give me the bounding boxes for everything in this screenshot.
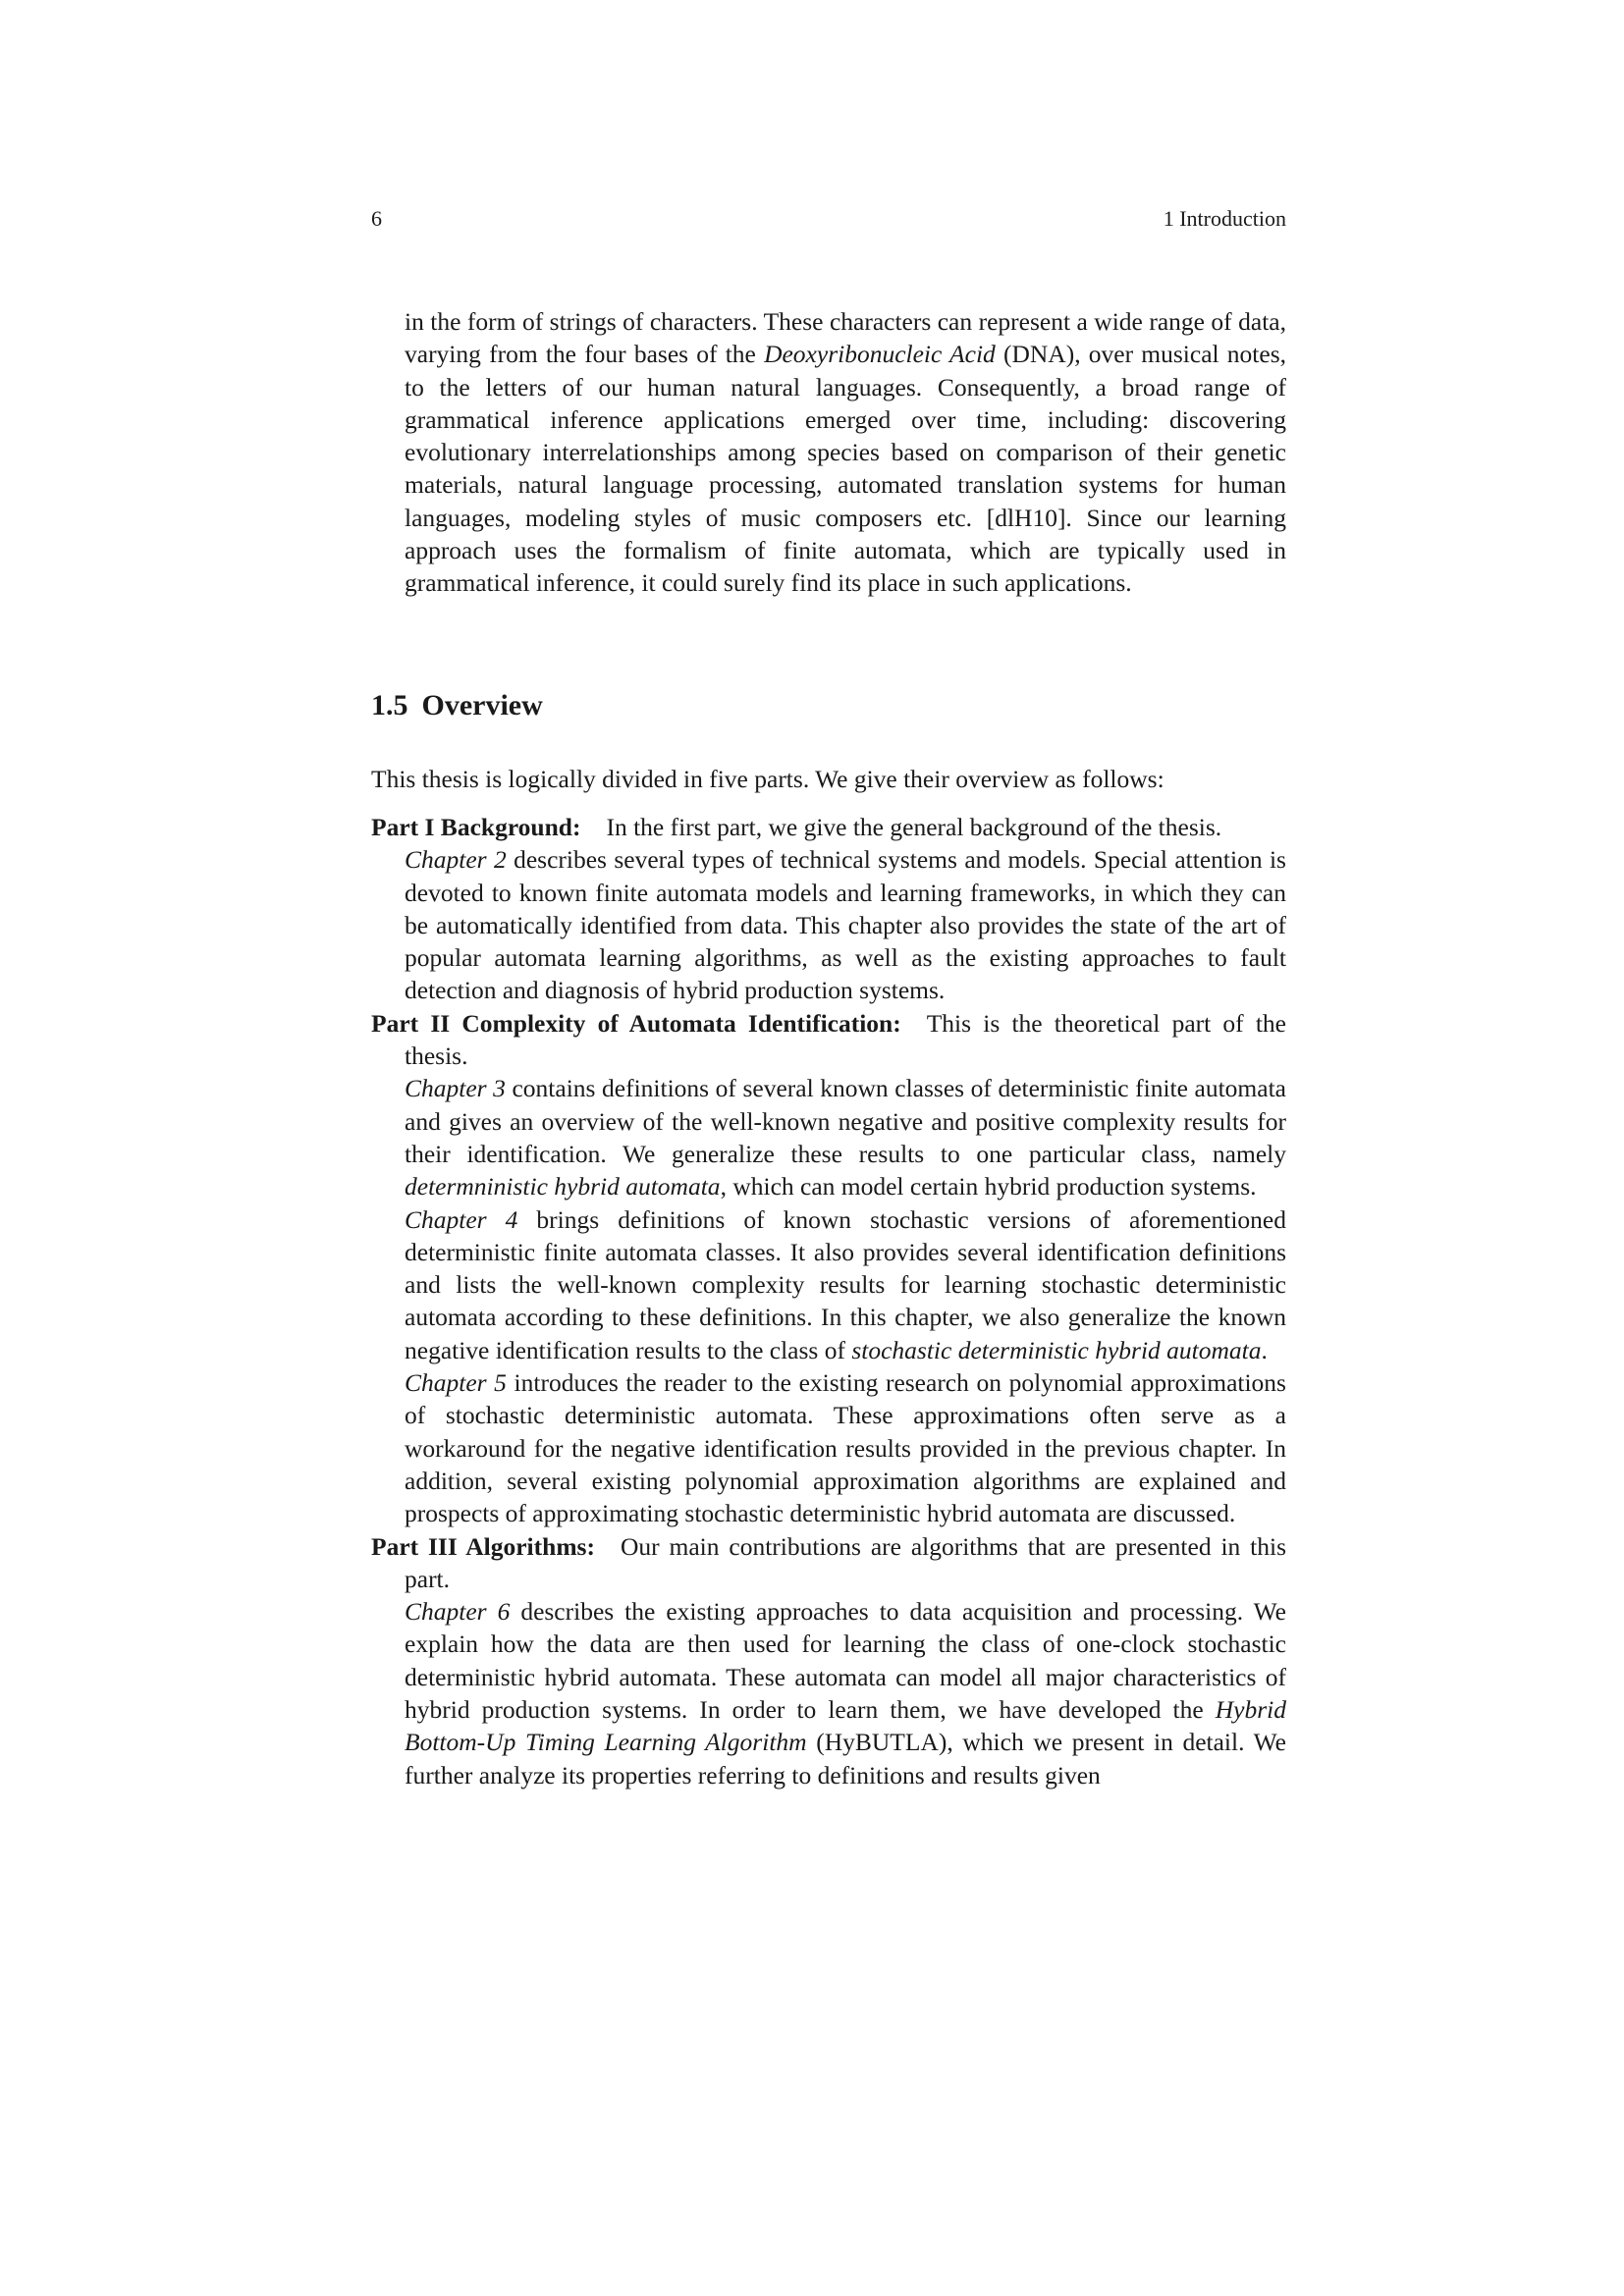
chapter-5-description [371,1366,1286,1529]
chapter-6-description [371,1595,1286,1791]
part-2 [371,1007,1286,1530]
intro-italic-dna: Deoxyribonucleic Acid [764,340,996,369]
part-3-text: Our main contributions are algorithms that are presented in this part. [405,1531,1286,1593]
chapter-4-text-2: . [1261,1335,1268,1364]
page-content [371,206,1286,1791]
chapter-3-text-2: , which can model certain hybrid production systems. [720,1172,1257,1201]
chapter-3-text-1: contains definitions of several known classes of deterministic finite automata and gives an overview of the well-known negative and positive complexity results for their identification. We generalize these results to one particular class, namely [405,1074,1286,1168]
intro-text-1: in the form of strings of characters. These characters can represent a wide range of data, varying from the four bases of the [405,307,1286,369]
chapter-6-text-1: describes the existing approaches to data acquisition and processing. We explain how the data are then used for learning the class of one-clock stochastic deterministic hybrid automata. These automata can model all major characteristics of hybrid production systems. In order to learn them, we have developed the [405,1597,1286,1724]
part-2-label: Part II Complexity of Automata Identification: [371,1008,901,1038]
chapter-6-text-2: (HyBUTLA), which we present in detail. We further analyze its properties referring to definitions and results given [405,1728,1286,1789]
running-head [371,206,1286,232]
chapter-title: 1 Introduction [1163,206,1286,231]
chapter-2-description [371,843,1286,1006]
chapter-4-ref: Chapter 4 [405,1204,518,1234]
chapter-4-description [371,1203,1286,1366]
chapter-5-ref: Chapter 5 [405,1368,507,1398]
part-3-first [371,1530,1286,1596]
section-number: 1.5 [371,688,408,721]
part-3 [371,1530,1286,1791]
part-1 [371,811,1286,1007]
chapter-3-ref: Chapter 3 [405,1074,506,1103]
part-2-text: This is the theoretical part of the thesis. [405,1008,1286,1071]
chapter-6-ref: Chapter 6 [405,1597,511,1627]
intro-text-2: (DNA), over musical notes, to the letters of our human natural languages. Consequently, a broad range of grammatical inference applications emerged over time, including: discovering evolutionary interrelationships among species based on comparison of their genetic materials, natural language processing, automated translation systems for human languages, modeling styles of music composers etc. [dlH10]. Since our learning approach uses the formalism of finite automata, which are typically used in grammatical inference, it could surely find its place in such applications. [405,340,1286,598]
section-intro: This thesis is logically divided in five parts. We give their overview as follows: [371,764,1164,793]
chapter-2-ref: Chapter 2 [405,845,507,875]
section-title: Overview [421,688,543,721]
section-heading [371,688,1286,723]
intro-paragraph [371,305,1286,600]
part-1-label: Part I Background: [371,812,581,841]
chapter-4-text-1: brings definitions of known stochastic versions of aforementioned deterministic finite automata classes. It also provides several identification definitions and lists the well-known complexity results for learning stochastic deterministic automata according to these definitions. In this chapter, we also generalize the known negative identification results to the class of [405,1204,1287,1364]
part-3-label: Part III Algorithms: [371,1531,595,1561]
chapter-6-emphasis: Hybrid Bottom-Up Timing Learning Algorithm [405,1694,1286,1757]
chapter-5-text: introduces the reader to the existing research on polynomial approximations of stochastic deterministic automata. These approximations often serve as a workaround for the negative identification results provided in the previous chapter. In addition, several existing polynomial approximation algorithms are explained and prospects of approximating stochastic deterministic hybrid automata are discussed. [405,1368,1286,1528]
part-1-text: In the first part, we give the general background of the thesis. [606,812,1222,841]
chapter-4-emphasis: stochastic deterministic hybrid automata [851,1335,1262,1364]
chapter-3-emphasis: determninistic hybrid automata [405,1172,721,1201]
part-1-first [371,811,1286,843]
page-number: 6 [371,206,382,231]
chapter-3-description [371,1072,1286,1202]
part-2-first [371,1007,1286,1073]
chapter-2-text: describes several types of technical systems and models. Special attention is devoted to known finite automata models and learning frameworks, in which they can be automatically identified from data. This chapter also provides the state of the art of popular automata learning algorithms, as well as the existing approaches to fault detection and diagnosis of hybrid production systems. [405,845,1286,1005]
